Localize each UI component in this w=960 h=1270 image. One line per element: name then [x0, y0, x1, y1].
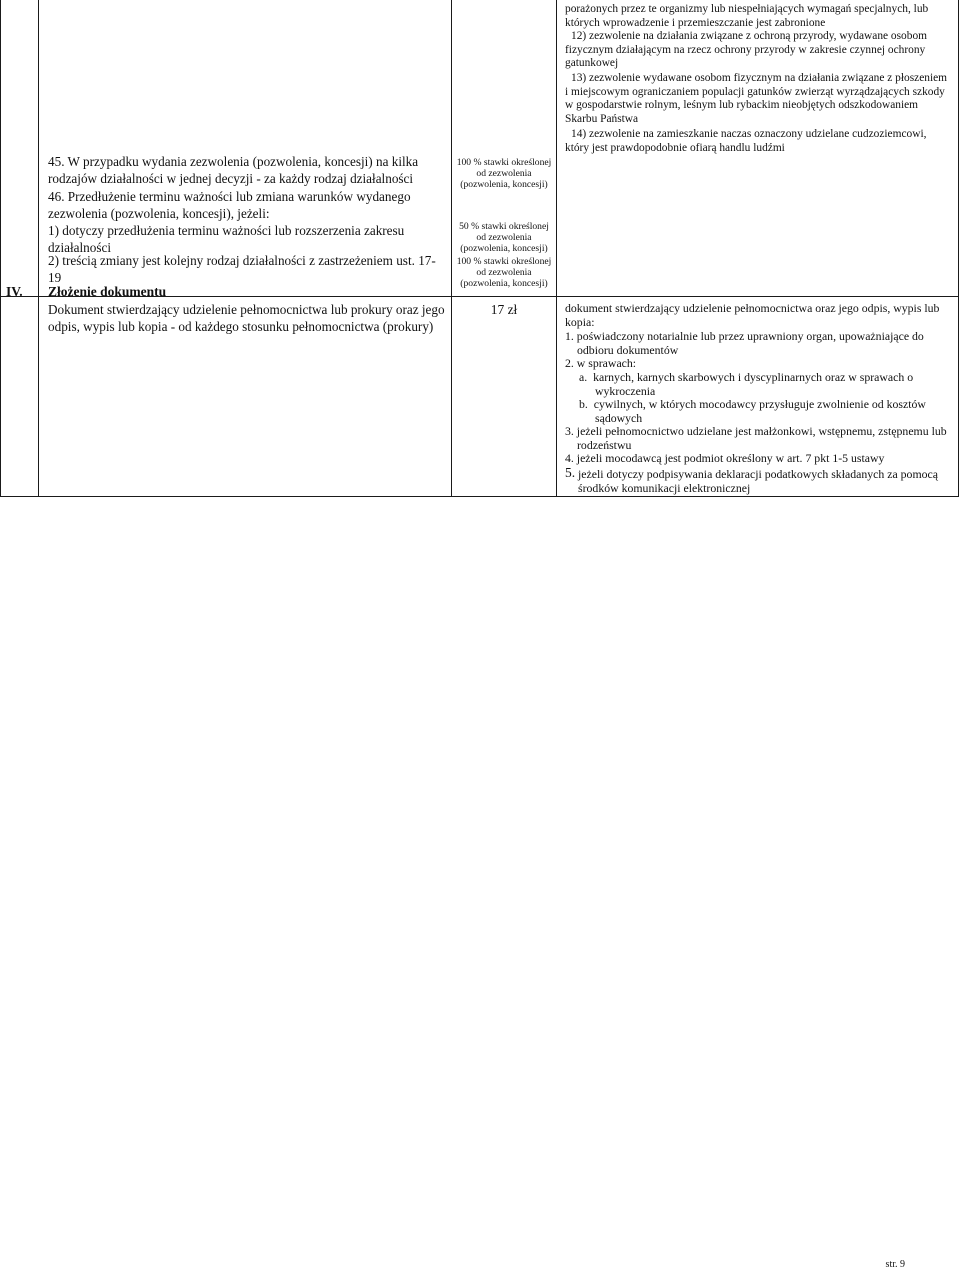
exemption-13: 13) zezwolenie wydawane osobom fizycznym na działania związane z płoszeniem i miejscowym ograniczaniem populacji gatunków zwierząt wyrządzających szkody w gospodarstwie rolnym, leśnym lub rybackim nieobjętych odszkodowaniem Skarbu Państwa [565, 72, 948, 125]
iv-exemption-5-number: 5. [565, 465, 576, 480]
exemption-continued: porażonych przez te organizmy lub niespełniających wymagań specjalnych, lub których wprowadzenie i przemieszczanie jest zabronione [565, 3, 929, 29]
page-number: str. 9 [885, 1259, 905, 1270]
iv-exemption-5: jeżeli dotyczy podpisywania deklaracji podatkowych składanych za pomocą środków komunikacji elektronicznej [578, 467, 939, 495]
table-border-right [958, 0, 959, 496]
iv-exemption-1: 1. poświadczony notarialnie lub przez uprawniony organ, upoważniające do odbioru dokumentów [565, 329, 924, 357]
table-border-left [0, 0, 1, 496]
item-45: 45. W przypadku wydania zezwolenia (pozwolenia, koncesji) na kilka rodzajów działalności w jednej decyzji - za każdy rodzaj działalności [48, 154, 419, 186]
column-divider-1 [38, 0, 39, 496]
iv-exemption-2: 2. w sprawach: [565, 356, 637, 370]
fee-table [0, 0, 960, 496]
column-divider-3 [556, 0, 557, 496]
table-border-bottom [0, 496, 959, 497]
section-number: IV. [6, 284, 23, 299]
fee-item-46-1: 50 % stawki określonej od zezwolenia (pozwolenia, koncesji) [459, 221, 549, 254]
column-divider-2 [451, 0, 452, 496]
section-title: Złożenie dokumentu [48, 284, 167, 299]
item-46-point-1: 1) dotyczy przedłużenia terminu ważności lub rozszerzenia zakresu działalności [48, 223, 405, 255]
exemption-12: 12) zezwolenie na działania związane z ochroną przyrody, wydawane osobom fizycznym działającym na rzecz ochrony przyrody w zakresie czynnej ochrony gatunkowej [565, 30, 928, 70]
fee-section-iv: 17 zł [490, 302, 518, 317]
item-46-point-2: 2) treścią zmiany jest kolejny rodzaj działalności z zastrzeżeniem ust. 17-19 [48, 253, 436, 285]
fee-item-46-2: 100 % stawki określonej od zezwolenia (pozwolenia, koncesji) [456, 256, 552, 289]
iv-exemption-3: 3. jeżeli pełnomocnictwo udzielane jest małżonkowi, wstępnemu, zstępnemu lub rodzeństwu [565, 424, 947, 452]
exemption-14: 14) zezwolenie na zamieszkanie naczas oznaczony udzielane cudzoziemcowi, który jest prawdopodobnie ofiarą handlu ludźmi [565, 128, 927, 154]
iv-exemption-intro: dokument stwierdzający udzielenie pełnomocnictwa oraz jego odpis, wypis lub kopia: [565, 301, 940, 329]
fee-item-45: 100 % stawki określonej od zezwolenia (pozwolenia, koncesji) [456, 157, 552, 190]
iv-exemption-4: 4. jeżeli mocodawcą jest podmiot określony w art. 7 pkt 1-5 ustawy [565, 451, 885, 465]
iv-exemption-2a: a. karnych, karnych skarbowych i dyscyplinarnych oraz w sprawach o wykroczenia [579, 370, 914, 398]
item-46-intro: 46. Przedłużenie terminu ważności lub zmiana warunków wydanego zezwolenia (pozwolenia, koncesji), jeżeli: [48, 189, 411, 221]
iv-exemption-2b: b. cywilnych, w których mocodawcy przysługuje zwolnienie od kosztów sądowych [579, 397, 926, 425]
section-description: Dokument stwierdzający udzielenie pełnomocnictwa lub prokury oraz jego odpis, wypis lub kopia - od każdego stosunku pełnomocnictwa (prokury) [48, 302, 445, 334]
